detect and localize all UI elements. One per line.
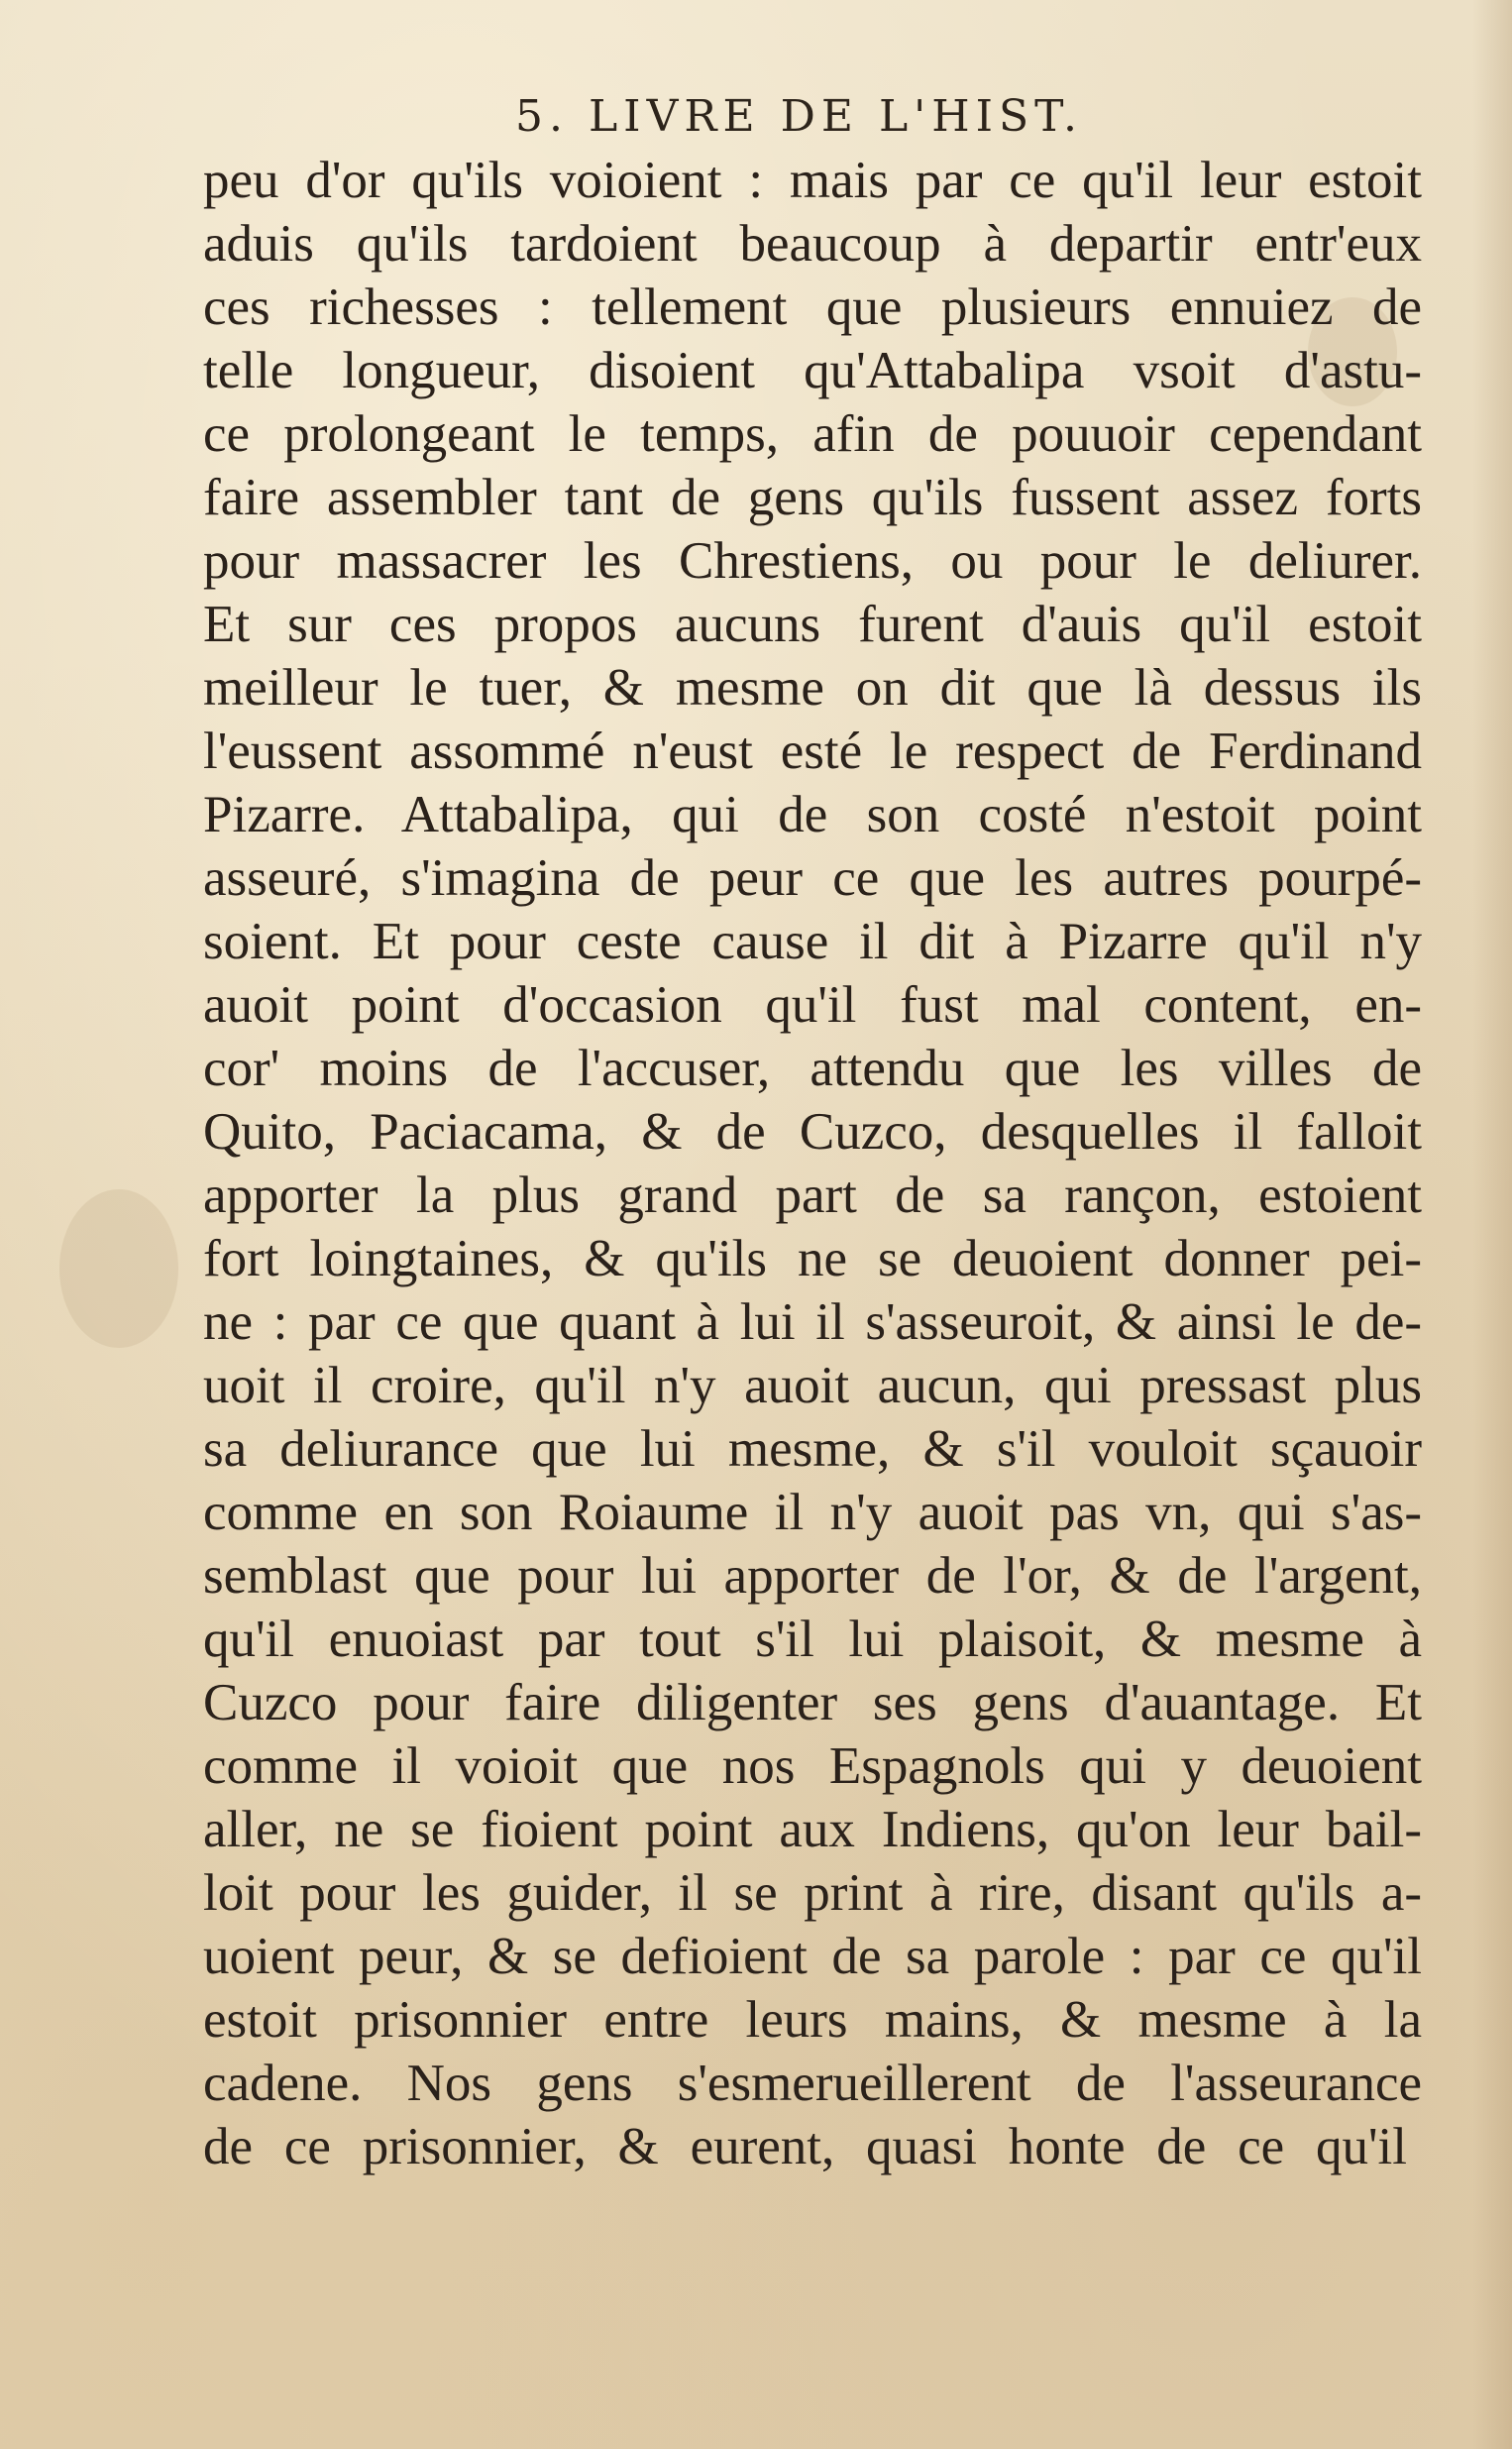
text-line: ce prolongeant le temps, afin de pouuoir cependant <box>203 405 1422 463</box>
text-line: meilleur le tuer, & mesme on dit que là dessus ils <box>203 659 1422 717</box>
paper-stain <box>59 1189 178 1348</box>
text-line: uoient peur, & se defioient de sa parole : par ce qu'il <box>203 1928 1422 1985</box>
text-line: apporter la plus grand part de sa rançon, estoient <box>203 1167 1422 1224</box>
text-line: cor' moins de l'accuser, attendu que les villes de <box>203 1040 1422 1097</box>
text-line: sa deliurance que lui mesme, & s'il vouloit sçauoir <box>203 1420 1422 1478</box>
text-line: asseuré, s'imagina de peur ce que les autres pourpé- <box>203 849 1422 907</box>
text-line: ne : par ce que quant à lui il s'asseuroit, & ainsi le de- <box>203 1293 1422 1351</box>
text-line: aller, ne se fioient point aux Indiens, qu'on leur bail- <box>203 1801 1422 1858</box>
text-line: soient. Et pour ceste cause il dit à Pizarre qu'il n'y <box>203 913 1422 970</box>
text-line: Pizarre. Attabalipa, qui de son costé n'estoit point <box>203 786 1422 843</box>
text-line: uoit il croire, qu'il n'y auoit aucun, qui pressast plus <box>203 1357 1422 1414</box>
text-line: Et sur ces propos aucuns furent d'auis qu'il estoit <box>203 596 1422 653</box>
text-line: pour massacrer les Chrestiens, ou pour le deliurer. <box>203 532 1422 590</box>
text-line: ces richesses : tellement que plusieurs ennuiez de <box>203 278 1422 336</box>
text-line: comme en son Roiaume il n'y auoit pas vn, qui s'as- <box>203 1484 1422 1541</box>
text-line: fort loingtaines, & qu'ils ne se deuoient donner pei- <box>203 1230 1422 1287</box>
body-text <box>203 149 1422 2178</box>
text-line: Quito, Paciacama, & de Cuzco, desquelles il falloit <box>203 1103 1422 1161</box>
text-line: l'eussent assommé n'eust esté le respect de Ferdinand <box>203 723 1422 780</box>
text-line: Cuzco pour faire diligenter ses gens d'auantage. Et <box>203 1674 1422 1731</box>
text-line: auoit point d'occasion qu'il fust mal content, en- <box>203 976 1422 1034</box>
text-line: de ce prisonnier, & eurent, quasi honte de ce qu'il <box>203 2118 1407 2175</box>
text-line: semblast que pour lui apporter de l'or, & de l'argent, <box>203 1547 1422 1605</box>
text-line: telle longueur, disoient qu'Attabalipa vsoit d'astu- <box>203 342 1422 399</box>
text-line: loit pour les guider, il se print à rire, disant qu'ils a- <box>203 1864 1422 1922</box>
running-head: 5. LIVRE DE L'HIST. <box>515 91 1084 142</box>
text-line: cadene. Nos gens s'esmerueillerent de l'asseurance <box>203 2055 1422 2112</box>
text-line: comme il voioit que nos Espagnols qui y deuoient <box>203 1737 1422 1795</box>
text-line: qu'il enuoiast par tout s'il lui plaisoit, & mesme à <box>203 1611 1422 1668</box>
text-line: peu d'or qu'ils voioient : mais par ce qu'il leur estoit <box>203 152 1422 209</box>
text-line: estoit prisonnier entre leurs mains, & mesme à la <box>203 1991 1422 2049</box>
text-line: aduis qu'ils tardoient beaucoup à departir entr'eux <box>203 215 1422 273</box>
text-line: faire assembler tant de gens qu'ils fussent assez forts <box>203 469 1422 526</box>
